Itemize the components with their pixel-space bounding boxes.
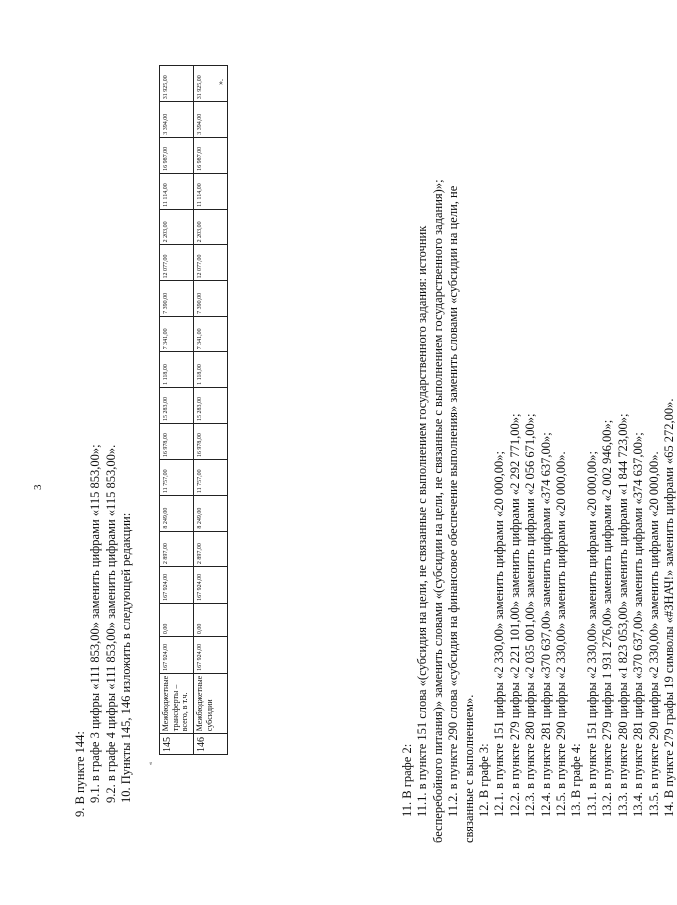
cell-value: 0,00 [194,603,228,636]
cell-value: 16 987,00 [160,137,194,173]
paragraph-line: 13.1. в пункте 151 цифры «2 330,00» заменить цифрами «20 000,00»; [584,451,599,817]
cell-value: 16 978,00 [160,423,194,459]
cell-value: 12 077,00 [194,245,228,281]
cell-value: 11 757,00 [160,460,194,496]
paragraph-line: 14. В пункте 279 графы 19 символы «#ЗНАЧ!» заменить цифрами «65 272,00». [661,398,676,817]
cell-value: 7 341,00 [194,316,228,351]
paragraph-line: 12. В графе 3: [477,743,492,817]
table-opening-quote: « [148,762,154,765]
paragraph-line: 13. В графе 4: [569,743,584,817]
paragraph-line: бесперебойного питания)» заменить словами «(субсидии на цели, не связанные с выполнением государственного задания)»; [430,179,445,843]
cell-value: 167 924,00 [194,567,228,604]
cell-value: 2 203,00 [160,209,194,244]
cell-value: 2 897,00 [160,531,194,566]
cell-value: 11 114,00 [194,173,228,209]
cell-value: 11 757,00 [194,460,228,496]
paragraph-line: 9.1. в графе 3 цифры «111 853,00» заменить цифрами «115 853,00»; [88,444,103,803]
paragraph-line: 12.5. в пункте 290 цифры «2 330,00» заменить цифрами «20 000,00». [554,451,569,817]
paragraph-line: 13.3. в пункте 280 цифры «1 823 053,00» заменить цифрами «1 844 723,00»; [615,413,630,817]
amendments-block-2 [400,83,677,843]
paragraph-line: 9.2. в графе 4 цифры «111 853,00» заменить цифрами «115 853,00». [103,444,118,803]
cell-value: 2 203,00 [194,209,228,244]
row-label: Межбюджетные субсидии [194,673,228,733]
cell-value: 15 283,00 [194,387,228,423]
cell-value: 7 341,00 [160,316,194,351]
cell-value: 11 114,00 [160,173,194,209]
cell-value: 7 390,00 [194,281,228,316]
row-label: Межбюджетные трансферты – всего, в т.ч. [160,673,194,733]
paragraph-line: 12.2. в пункте 279 цифры «2 221 101,00» заменить цифрами «2 292 771,00»; [507,413,522,817]
rotated-page [20,65,676,885]
cell-value: 12 077,00 [160,245,194,281]
cell-value: 15 283,00 [160,387,194,423]
row-number: 145 [160,734,194,755]
cell-value: 0,00 [160,603,194,636]
table-row [160,66,194,755]
paragraph-line: 9. В пункте 144: [73,731,87,817]
page-number: 3 [32,484,44,490]
paragraph-line: 10. Пункты 145, 146 изложить в следующей редакции: [119,512,134,803]
amendments-block-1 [73,83,135,843]
cell-value: 3 394,00 [160,102,194,137]
cell-value: 31 925,00 [194,66,228,102]
paragraph-line: 12.3. в пункте 280 цифры «2 035 001,00» заменить цифрами «2 056 671,00»; [523,413,538,817]
cell-value: 3 394,00 [194,102,228,137]
table-row [194,66,228,755]
cell-value: 167 924,00 [160,567,194,604]
paragraph-line: 11.2. в пункте 290 слова «субсидия на финансовое обеспечение выполнения» заменить словами «субсидии на цели, не [446,185,461,817]
paragraph-line: 11.1. в пункте 151 слова «(субсидия на цели, не связанные с выполнением государственного задания: источник [415,225,430,817]
table-closing-quote: ». [216,79,225,85]
cell-value: 1 118,00 [194,352,228,387]
cell-value: 2 897,00 [194,531,228,566]
paragraph-line: связанные с выполнением». [461,694,476,843]
cell-value: 167 924,00 [160,637,194,674]
cell-value: 167 924,00 [194,637,228,674]
cell-value: 16 978,00 [194,423,228,459]
paragraph-line: 11. В графе 2: [400,743,414,817]
paragraph-line: 12.1. в пункте 151 цифры «2 330,00» заменить цифрами «20 000,00»; [492,451,507,817]
cell-value: 8 249,00 [194,496,228,531]
cell-value: 16 987,00 [194,137,228,173]
paragraph-line: 13.5. в пункте 290 цифры «2 330,00» заменить цифрами «20 000,00». [646,451,661,817]
paragraph-line: 13.2. в пункте 279 цифры 1 931 276,00» заменить цифрами «2 002 946,00»; [600,419,615,817]
row-number: 146 [194,734,228,755]
budget-table [159,65,228,755]
paragraph-line: 13.4. в пункте 281 цифры «370 637,00» заменить цифрами «374 637,00»; [631,432,646,817]
cell-value: 7 390,00 [160,281,194,316]
cell-value: 1 118,00 [160,352,194,387]
cell-value: 31 925,00 [160,66,194,102]
paragraph-line: 12.4. в пункте 281 цифры «370 637,00» заменить цифрами «374 637,00»; [538,432,553,817]
cell-value: 8 249,00 [160,496,194,531]
